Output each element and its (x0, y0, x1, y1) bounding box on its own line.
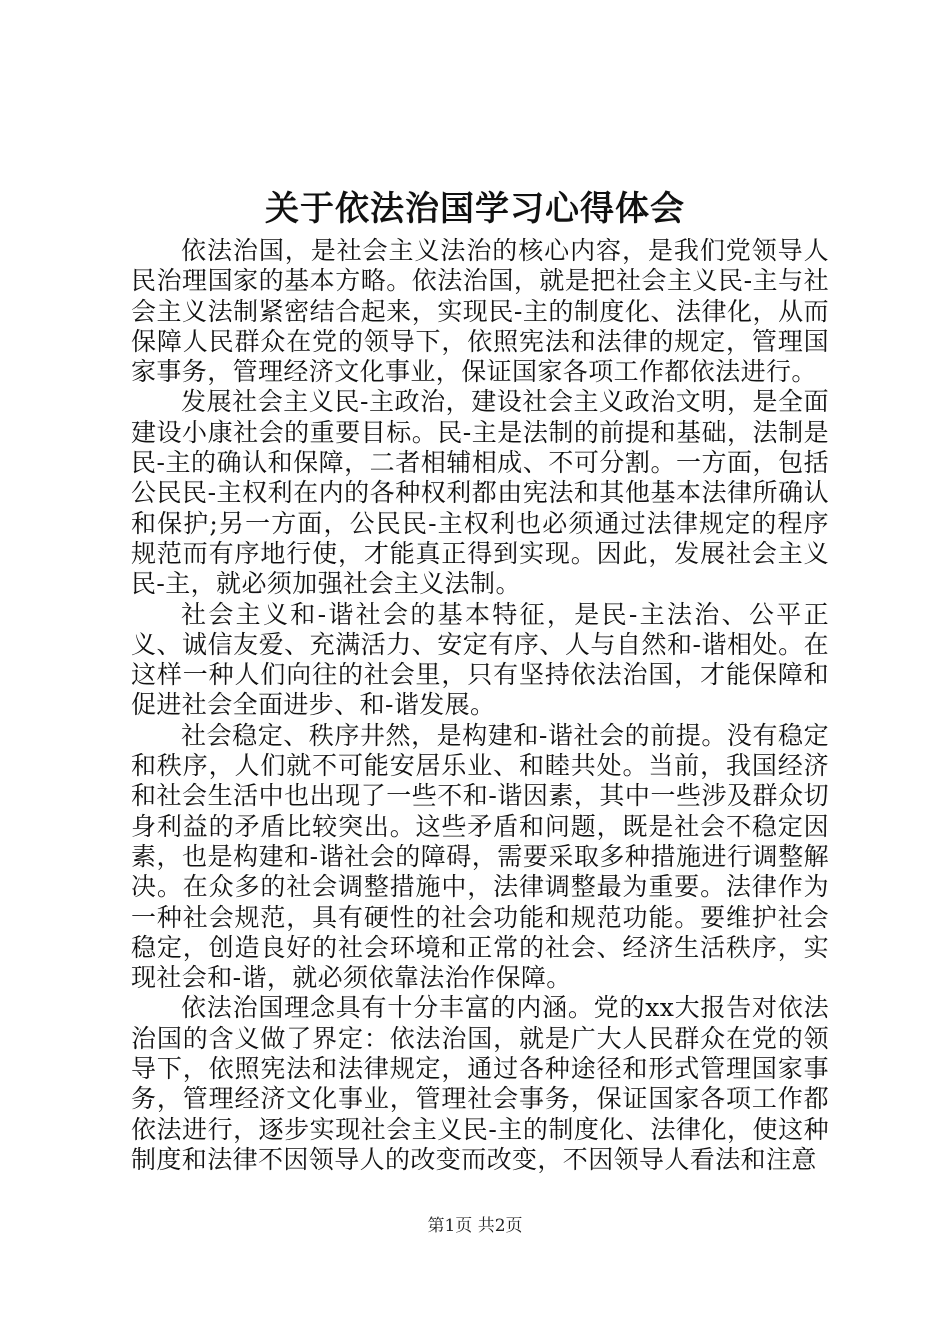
paragraph: 依法治国，是社会主义法治的核心内容，是我们党领导人民治理国家的基本方略。依法治国，就是把社会主义民-主与社会主义法制紧密结合起来，实现民-主的制度化、法律化，从而保障人民群众在党的领导下，依照宪法和法律的规定，管理国家事务，管理经济文化事业，保证国家各项工作都依法进行。 (131, 236, 829, 387)
paragraph: 依法治国理念具有十分丰富的内涵。党的xx大报告对依法治国的含义做了界定：依法治国，就是广大人民群众在党的领导下，依照宪法和法律规定，通过各种途径和形式管理国家事务，管理经济文化事业，管理社会事务，保证国家各项工作都依法进行，逐步实现社会主义民-主的制度化、法律化，使这种制度和法律不因领导人的改变而改变，不因领导人看法和注意 (131, 993, 829, 1174)
document-body (131, 236, 829, 1175)
document-title: 关于依法治国学习心得体会 (265, 189, 685, 229)
paragraph: 发展社会主义民-主政治，建设社会主义政治文明，是全面建设小康社会的重要目标。民-主是法制的前提和基础，法制是民-主的确认和保障，二者相辅相成、不可分割。一方面，包括公民民-主权利在内的各种权利都由宪法和其他基本法律所确认和保护;另一方面，公民民-主权利也必须通过法律规定的程序规范而有序地行使，才能真正得到实现。因此，发展社会主义民-主，就必须加强社会主义法制。 (131, 387, 829, 599)
paragraph: 社会稳定、秩序井然，是构建和-谐社会的前提。没有稳定和秩序，人们就不可能安居乐业、和睦共处。当前，我国经济和社会生活中也出现了一些不和-谐因素，其中一些涉及群众切身利益的矛盾比较突出。这些矛盾和问题，既是社会不稳定因素，也是构建和-谐社会的障碍，需要采取多种措施进行调整解决。在众多的社会调整措施中，法律调整最为重要。法律作为一种社会规范，具有硬性的社会功能和规范功能。要维护社会稳定，创造良好的社会环境和正常的社会、经济生活秩序，实现社会和-谐，就必须依靠法治作保障。 (131, 720, 829, 993)
page-number-footer: 第1页 共2页 (427, 1216, 523, 1236)
paragraph: 社会主义和-谐社会的基本特征，是民-主法治、公平正义、诚信友爱、充满活力、安定有序、人与自然和-谐相处。在这样一种人们向往的社会里，只有坚持依法治国，才能保障和促进社会全面进步、和-谐发展。 (131, 599, 829, 720)
